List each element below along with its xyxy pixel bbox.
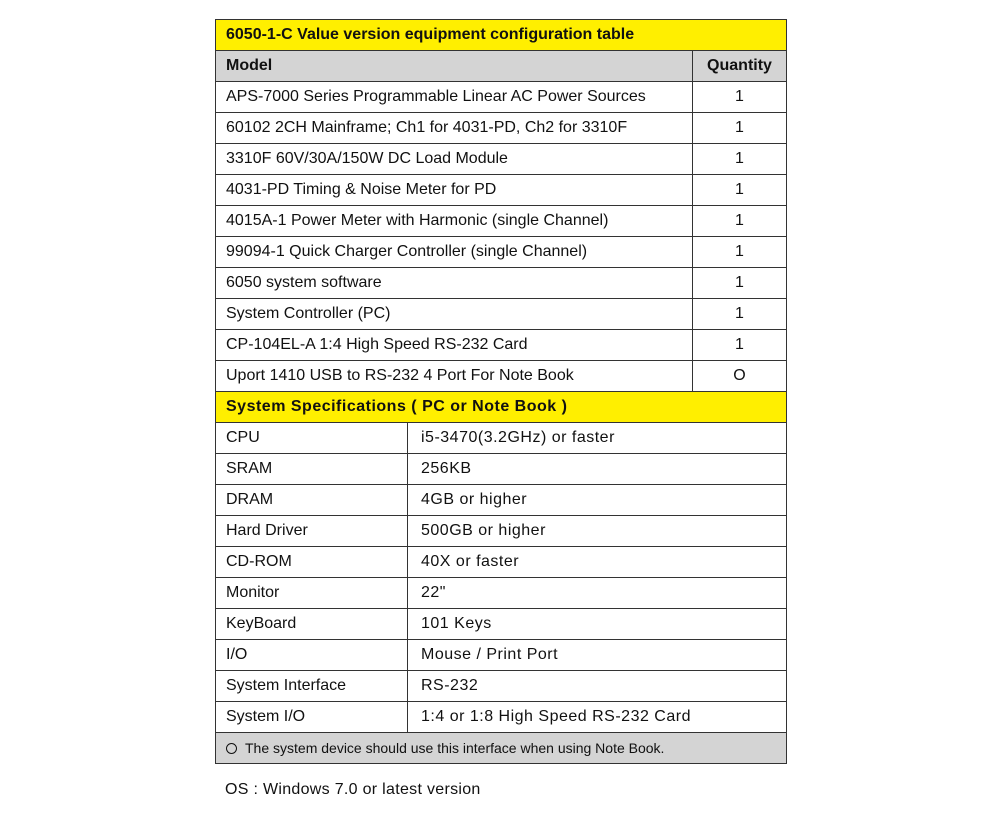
quantity-cell: 1 — [735, 243, 744, 260]
configuration-table — [215, 19, 787, 764]
table-row — [216, 113, 786, 144]
spec-row — [216, 516, 786, 547]
model-cell: Uport 1410 USB to RS-232 4 Port For Note Book — [216, 361, 693, 391]
quantity-cell: 1 — [735, 88, 744, 105]
quantity-cell: O — [733, 367, 746, 384]
spec-row — [216, 702, 786, 733]
spec-row — [216, 485, 786, 516]
table-row — [216, 299, 786, 330]
quantity-cell: 1 — [735, 212, 744, 229]
quantity-cell: 1 — [735, 181, 744, 198]
table-row — [216, 237, 786, 268]
table-row — [216, 82, 786, 113]
spec-row — [216, 423, 786, 454]
spec-value: 1:4 or 1:8 High Speed RS-232 Card — [421, 708, 691, 725]
note-text: The system device should use this interface when using Note Book. — [245, 740, 665, 756]
model-cell: System Controller (PC) — [216, 299, 693, 329]
model-cell: 99094-1 Quick Charger Controller (single Channel) — [216, 237, 693, 267]
spec-row — [216, 609, 786, 640]
spec-label: System I/O — [216, 702, 408, 732]
quantity-cell: 1 — [735, 336, 744, 353]
spec-title-row — [216, 392, 786, 423]
table-row — [216, 206, 786, 237]
spec-row — [216, 454, 786, 485]
model-cell: 60102 2CH Mainframe; Ch1 for 4031-PD, Ch2 for 3310F — [216, 113, 693, 143]
note-cell — [216, 733, 786, 763]
spec-value: 101 Keys — [421, 615, 492, 632]
model-cell: 3310F 60V/30A/150W DC Load Module — [216, 144, 693, 174]
spec-label: CD-ROM — [216, 547, 408, 577]
spec-value: Mouse / Print Port — [421, 646, 559, 663]
table-row — [216, 144, 786, 175]
spec-label: SRAM — [216, 454, 408, 484]
spec-label: KeyBoard — [216, 609, 408, 639]
spec-value: 22" — [421, 584, 446, 601]
spec-value: 40X or faster — [421, 553, 520, 570]
table-header-row — [216, 51, 786, 82]
spec-label: System Interface — [216, 671, 408, 701]
circle-icon — [226, 743, 237, 754]
model-cell: 4031-PD Timing & Noise Meter for PD — [216, 175, 693, 205]
spec-label: Monitor — [216, 578, 408, 608]
spec-value: 500GB or higher — [421, 522, 546, 539]
model-cell: APS-7000 Series Programmable Linear AC Power Sources — [216, 82, 693, 112]
spec-label: DRAM — [216, 485, 408, 515]
table-title-row — [216, 20, 786, 51]
header-model: Model — [216, 51, 693, 81]
spec-row — [216, 578, 786, 609]
spec-label: I/O — [216, 640, 408, 670]
spec-value: RS-232 — [421, 677, 479, 694]
table-row — [216, 175, 786, 206]
quantity-cell: 1 — [735, 305, 744, 322]
spec-label: CPU — [216, 423, 408, 453]
spec-value: i5-3470(3.2GHz) or faster — [421, 429, 615, 446]
model-cell: 6050 system software — [216, 268, 693, 298]
quantity-cell: 1 — [735, 119, 744, 136]
note-row — [216, 733, 786, 763]
os-note: OS : Windows 7.0 or latest version — [225, 781, 481, 798]
spec-value: 4GB or higher — [421, 491, 528, 508]
model-cell: 4015A-1 Power Meter with Harmonic (single Channel) — [216, 206, 693, 236]
table-row — [216, 361, 786, 392]
spec-row — [216, 671, 786, 702]
quantity-cell: 1 — [735, 150, 744, 167]
spec-row — [216, 547, 786, 578]
spec-value: 256KB — [421, 460, 472, 477]
quantity-cell: 1 — [735, 274, 744, 291]
table-row — [216, 268, 786, 299]
header-quantity: Quantity — [707, 57, 772, 74]
table-title: 6050-1-C Value version equipment configuration table — [216, 20, 786, 50]
spec-title: System Specifications ( PC or Note Book ) — [216, 392, 786, 422]
table-row — [216, 330, 786, 361]
spec-row — [216, 640, 786, 671]
model-cell: CP-104EL-A 1:4 High Speed RS-232 Card — [216, 330, 693, 360]
spec-label: Hard Driver — [216, 516, 408, 546]
